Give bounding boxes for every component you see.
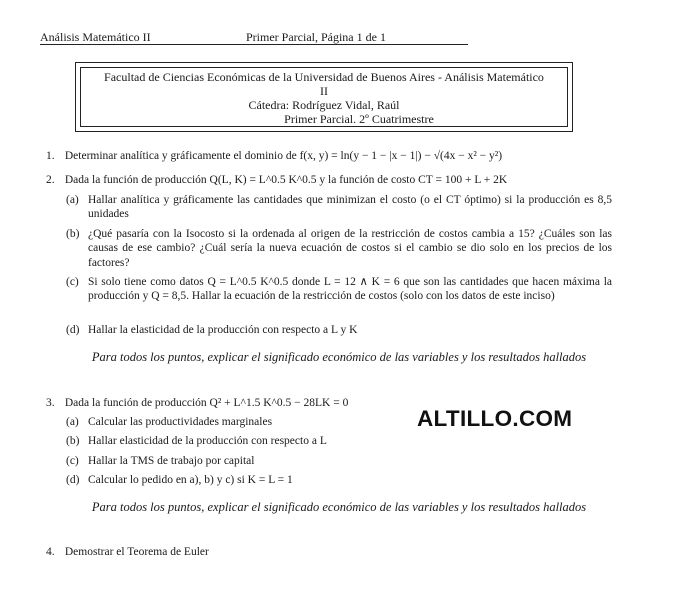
header-page-info: Primer Parcial, Página 1 de 1 (246, 30, 386, 44)
question-text: Dada la función de producción Q² + L^1.5 K^0.5 − 28LK = 0 (64, 397, 349, 409)
title-box-inner (80, 67, 568, 127)
item-text: Hallar elasticidad de la producción con respecto a L (88, 435, 327, 447)
item-text: ¿Qué pasaría con la Isocosto si la ordenada al origen de la restricción de costos cambia a 15? ¿Cuáles son las causas de ese cambio? ¿Cuál sería la nueva ecuación de costos si el cambio se dio solo en los precios de los factores? (88, 228, 612, 269)
item-label: (a) (66, 194, 79, 206)
question-2 (46, 173, 507, 187)
question-number: 4. (46, 546, 55, 558)
title-subject: II (320, 84, 328, 99)
title-chair: Cátedra: Rodríguez Vidal, Raúl (248, 98, 400, 113)
question-3-item-c (66, 454, 396, 468)
question-2-note: Para todos los puntos, explicar el significado económico de las variables y los resultados hallados (91, 350, 587, 364)
question-number: 3. (46, 397, 55, 409)
item-label: (a) (66, 416, 79, 428)
question-text: Determinar analítica y gráficamente el dominio de f(x, y) = ln(y − 1 − |x − 1|) − √(4x − x² − y²) (64, 150, 503, 162)
question-3-item-d (66, 473, 396, 487)
question-2-item-c (66, 275, 612, 304)
item-label: (c) (66, 455, 79, 467)
question-2-item-a (66, 193, 612, 222)
question-3-item-a (66, 415, 396, 429)
title-faculty: Facultad de Ciencias Económicas de la Universidad de Buenos Aires - Análisis Matemático (104, 70, 544, 84)
item-label: (b) (66, 435, 80, 447)
header-rule (40, 44, 468, 45)
question-number: 2. (46, 174, 55, 186)
altillo-watermark: ALTILLO.COM (417, 406, 573, 431)
question-text: Demostrar el Teorema de Euler (64, 546, 209, 558)
question-2-item-b (66, 227, 612, 270)
header-course: Análisis Matemático II (40, 30, 151, 44)
title-exam: Primer Parcial. 2º Cuatrimestre (284, 112, 434, 127)
item-label: (d) (66, 474, 80, 486)
question-text: Dada la función de producción Q(L, K) = L^0.5 K^0.5 y la función de costo CT = 100 + L + 2K (64, 174, 508, 186)
question-3-item-b (66, 434, 396, 448)
question-1 (46, 149, 502, 163)
question-3-note: Para todos los puntos, explicar el significado económico de las variables y los resultados hallados (91, 500, 587, 514)
question-number: 1. (46, 150, 55, 162)
question-4 (46, 545, 209, 559)
item-label: (d) (66, 324, 80, 336)
item-text: Calcular las productividades marginales (88, 416, 273, 428)
question-3 (46, 396, 348, 410)
item-label: (c) (66, 276, 79, 288)
item-text: Hallar analítica y gráficamente las cantidades que minimizan el costo (o el CT óptimo) si la producción es 8,5 unidades (88, 194, 612, 221)
question-2-item-d (66, 323, 612, 337)
item-text: Hallar la elasticidad de la producción con respecto a L y K (88, 324, 358, 336)
item-text: Calcular lo pedido en a), b) y c) si K = L = 1 (88, 474, 293, 486)
item-label: (b) (66, 228, 80, 240)
title-box (75, 62, 573, 132)
item-text: Si solo tiene como datos Q = L^0.5 K^0.5 donde L = 12 ∧ K = 6 que son las cantidades que hacen máxima la producción y Q = 8,5. Hallar la ecuación de la restricción de costos (solo con los datos de este inciso) (88, 276, 612, 303)
item-text: Hallar la TMS de trabajo por capital (88, 455, 255, 467)
